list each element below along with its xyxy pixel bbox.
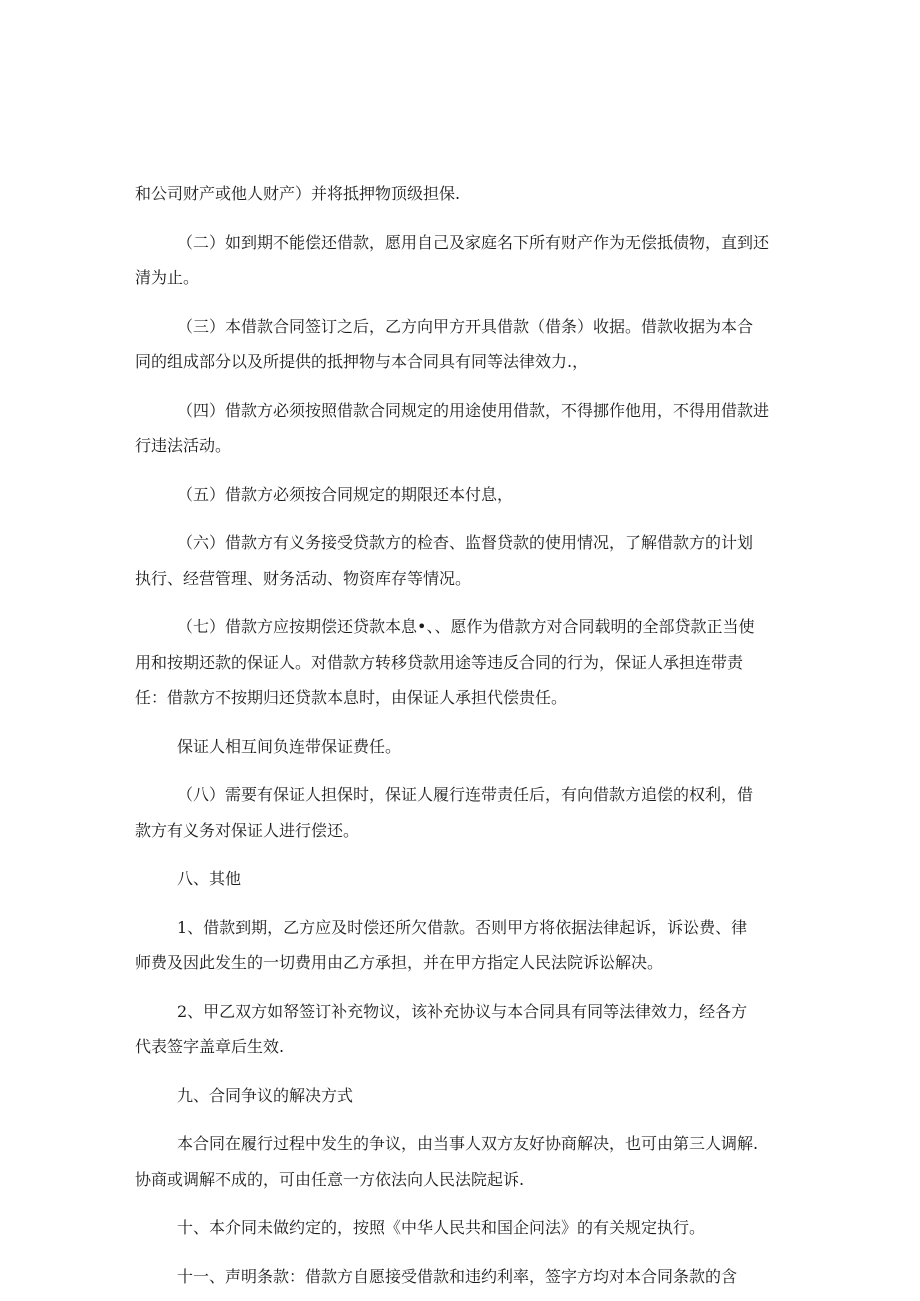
- text-line: 1、借款到期，乙方应及时偿还所欠借款。否则甲方将依据法律起诉，诉讼费、律: [177, 917, 748, 937]
- text-line: 师费及因此发生的一切费用由乙方承担，并在甲方指定人民法院诉讼解决。: [135, 953, 664, 972]
- text-line: 行违法活动。: [135, 436, 232, 455]
- text-line: 九、合同争议的解决方式: [177, 1085, 354, 1105]
- paragraph-other-1: [135, 910, 790, 981]
- paragraph-dispute-resolution: [135, 1126, 790, 1197]
- text-line: 清为止。: [135, 268, 200, 287]
- text-line: 十一、声明条款：借款方自愿接受借款和违约利率，签字方均对本合同条款的含: [177, 1266, 738, 1286]
- text-line: （二）如到期不能偿还借款，愿用自己及家庭名下所有财产作为无偿抵债物，直到还: [177, 232, 770, 252]
- text-line: （四）借款方必须按照借款合同规定的用途使用借款，不得挪作他用，不得用借款进: [177, 400, 770, 420]
- text-line: 协商或调解不成的，可由任意一方依法向人民法院起诉.: [135, 1169, 525, 1189]
- document-body: [135, 176, 790, 1294]
- paragraph-clause-2: [135, 225, 790, 296]
- text-line: 同的组成部分以及所提供的抵押物与本合同具有同等法律效力.，: [135, 352, 589, 371]
- text-line: 本合同在履行过程中发生的争议，由当事人双方友好协商解决，也可由第三人调解.: [177, 1134, 759, 1153]
- text-line: （三）本借款合同签订之后，乙方向甲方开具借款（借条）收据。借款收据为本合: [177, 316, 754, 336]
- text-line: （七）借款方应按期偿还贷款本息•、、愿作为借款方对合同载明的全部贷款正当使: [177, 617, 755, 636]
- section-heading-dispute: [135, 1078, 790, 1114]
- text-line: 和公司财产或他人财产）并将抵押物顶级担保.: [135, 184, 461, 203]
- paragraph-clause-5: [135, 477, 790, 513]
- text-line: 用和按期还款的保证人。对借款方转移贷款用途等违反合同的行为，保证人承担连带责: [135, 652, 744, 672]
- section-heading-other: [135, 861, 790, 897]
- paragraph-clause-8: [135, 777, 790, 848]
- text-line: 代表签字盖章后生效.: [135, 1037, 285, 1056]
- paragraph-clause-4: [135, 393, 790, 464]
- paragraph-guarantor-joint: [135, 729, 790, 765]
- text-line: 执行、经营管理、财务活动、物资库存等情况。: [135, 568, 472, 588]
- paragraph-clause-6: [135, 525, 790, 596]
- text-line: 2、甲乙双方如帑签订补充物议，该补充协议与本合同具有同等法律效力，经各方: [177, 1001, 748, 1021]
- text-line: （六）借款方有义务接受贷款方的检杳、监督贷款的使用情况，了解借款方的计划: [177, 533, 754, 552]
- text-line: 十、本介同未做约定的，按照《中华人民共和国企问法》的有关规定执行。: [177, 1218, 706, 1237]
- text-line: （八）需要有保证人担保时，保证人履行连带责任后，有向借款方追偿的权利，借: [177, 785, 754, 804]
- paragraph-clause-7: [135, 609, 790, 716]
- text-line: 八、其他: [177, 869, 242, 888]
- section-heading-unspecified: [135, 1210, 790, 1246]
- paragraph-collateral-continued: [135, 176, 790, 212]
- text-line: 保证人相互间负连带保证费任。: [177, 736, 402, 756]
- section-heading-declaration: [135, 1259, 790, 1295]
- text-line: 款方有义务对保证人进行偿还。: [135, 820, 360, 840]
- paragraph-other-2: [135, 994, 790, 1065]
- text-line: 任：借款方不按期归还贷款本息时，由保证人承担代偿贵任。: [135, 688, 568, 707]
- paragraph-clause-3: [135, 309, 790, 380]
- text-line: （五）借款方必须按合同规定的期限还本付息，: [177, 484, 514, 504]
